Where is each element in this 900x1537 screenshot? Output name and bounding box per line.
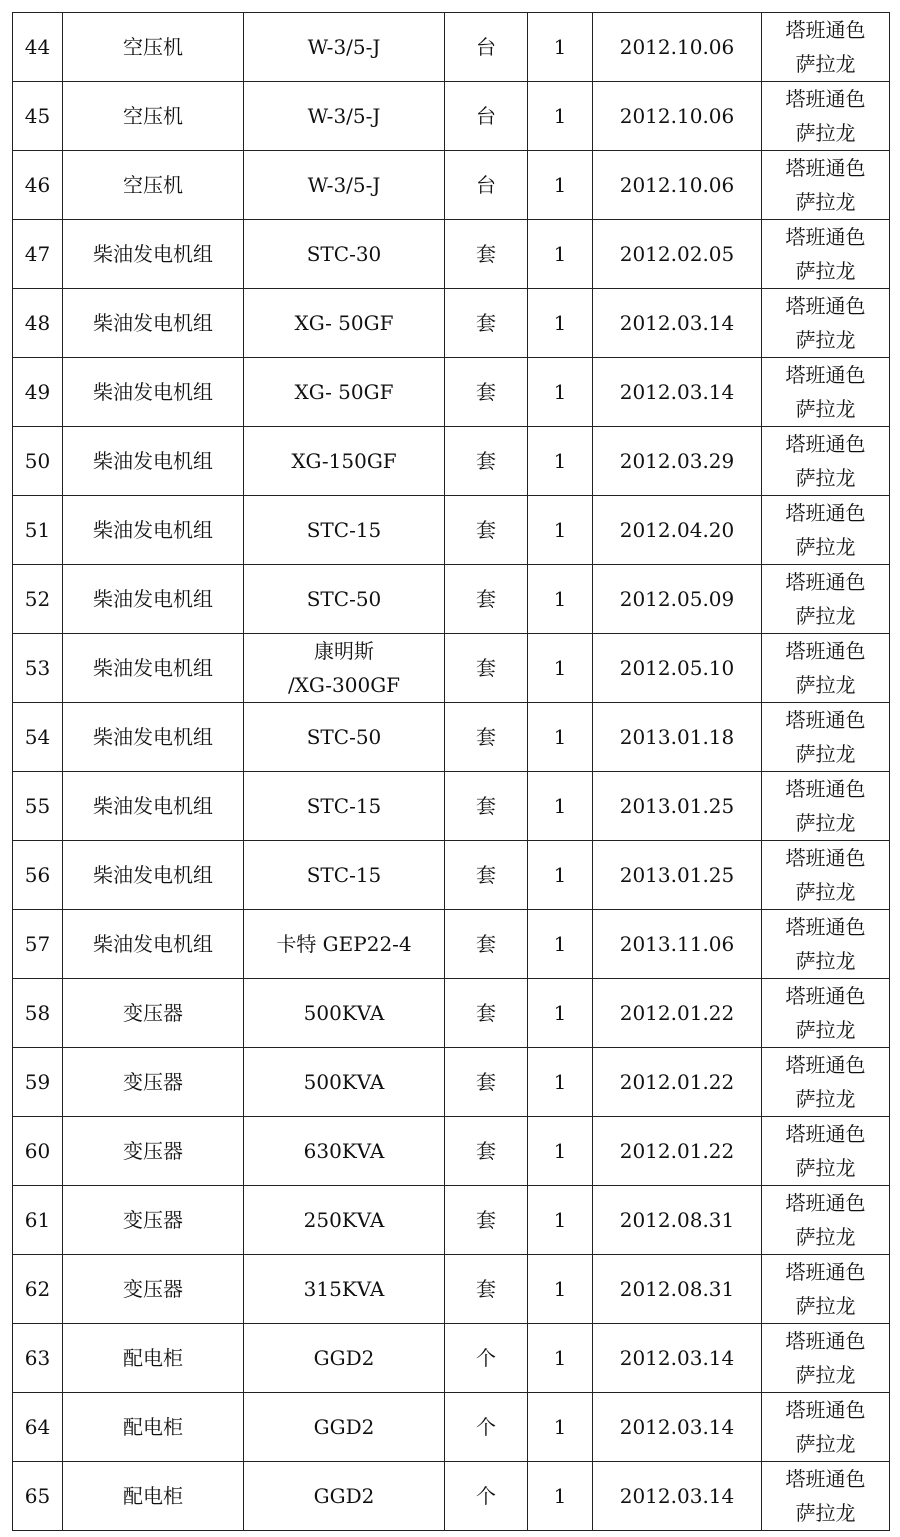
table-body xyxy=(13,13,890,1531)
table-row xyxy=(13,82,890,151)
location-line-2: 萨拉龙 xyxy=(795,1363,856,1387)
purchase-date: 2012.08.31 xyxy=(593,1255,762,1324)
location-line-2: 萨拉龙 xyxy=(795,397,856,421)
location-line-1: 塔班通色 xyxy=(785,87,866,111)
purchase-date: 2012.01.22 xyxy=(593,979,762,1048)
equipment-name: 变压器 xyxy=(63,1186,244,1255)
quantity: 1 xyxy=(528,151,593,220)
row-number: 55 xyxy=(13,772,63,841)
table-row xyxy=(13,220,890,289)
model-spec: XG- 50GF xyxy=(244,289,445,358)
model-spec: XG-150GF xyxy=(244,427,445,496)
location-line-1: 塔班通色 xyxy=(785,501,866,525)
equipment-name: 柴油发电机组 xyxy=(63,565,244,634)
equipment-name: 柴油发电机组 xyxy=(63,841,244,910)
table-row xyxy=(13,979,890,1048)
location xyxy=(762,1048,890,1117)
model-line-2: /XG-300GF xyxy=(287,673,401,697)
unit: 套 xyxy=(445,565,528,634)
unit: 台 xyxy=(445,151,528,220)
table-row xyxy=(13,772,890,841)
quantity: 1 xyxy=(528,703,593,772)
quantity: 1 xyxy=(528,1186,593,1255)
unit: 套 xyxy=(445,1255,528,1324)
location-line-2: 萨拉龙 xyxy=(795,1432,856,1456)
location-line-1: 塔班通色 xyxy=(785,846,866,870)
purchase-date: 2012.10.06 xyxy=(593,82,762,151)
row-number: 60 xyxy=(13,1117,63,1186)
location xyxy=(762,427,890,496)
location xyxy=(762,289,890,358)
row-number: 45 xyxy=(13,82,63,151)
location-line-1: 塔班通色 xyxy=(785,777,866,801)
table-row xyxy=(13,1255,890,1324)
equipment-name: 柴油发电机组 xyxy=(63,634,244,703)
location xyxy=(762,841,890,910)
equipment-table xyxy=(12,12,890,1531)
row-number: 44 xyxy=(13,13,63,82)
table-row xyxy=(13,1048,890,1117)
quantity: 1 xyxy=(528,82,593,151)
location-line-2: 萨拉龙 xyxy=(795,466,856,490)
location-line-1: 塔班通色 xyxy=(785,432,866,456)
row-number: 56 xyxy=(13,841,63,910)
location-line-1: 塔班通色 xyxy=(785,708,866,732)
row-number: 53 xyxy=(13,634,63,703)
quantity: 1 xyxy=(528,910,593,979)
quantity: 1 xyxy=(528,841,593,910)
location-line-2: 萨拉龙 xyxy=(795,880,856,904)
location xyxy=(762,634,890,703)
model-spec: GGD2 xyxy=(244,1324,445,1393)
location xyxy=(762,1324,890,1393)
model-spec: 500KVA xyxy=(244,1048,445,1117)
table-row xyxy=(13,1117,890,1186)
unit: 台 xyxy=(445,82,528,151)
location-line-1: 塔班通色 xyxy=(785,1260,866,1284)
equipment-name: 柴油发电机组 xyxy=(63,358,244,427)
equipment-name: 柴油发电机组 xyxy=(63,289,244,358)
location xyxy=(762,910,890,979)
quantity: 1 xyxy=(528,496,593,565)
purchase-date: 2012.04.20 xyxy=(593,496,762,565)
location-line-1: 塔班通色 xyxy=(785,1329,866,1353)
unit: 套 xyxy=(445,703,528,772)
purchase-date: 2013.01.25 xyxy=(593,772,762,841)
unit: 套 xyxy=(445,979,528,1048)
quantity: 1 xyxy=(528,1117,593,1186)
table-row xyxy=(13,1393,890,1462)
location-line-2: 萨拉龙 xyxy=(795,742,856,766)
quantity: 1 xyxy=(528,979,593,1048)
quantity: 1 xyxy=(528,1324,593,1393)
location xyxy=(762,1117,890,1186)
equipment-name: 空压机 xyxy=(63,151,244,220)
row-number: 65 xyxy=(13,1462,63,1531)
unit: 个 xyxy=(445,1462,528,1531)
location-line-2: 萨拉龙 xyxy=(795,121,856,145)
table-row xyxy=(13,703,890,772)
equipment-name: 变压器 xyxy=(63,1255,244,1324)
row-number: 46 xyxy=(13,151,63,220)
equipment-name: 配电柜 xyxy=(63,1462,244,1531)
equipment-name: 柴油发电机组 xyxy=(63,496,244,565)
row-number: 51 xyxy=(13,496,63,565)
model-spec: 630KVA xyxy=(244,1117,445,1186)
equipment-name: 柴油发电机组 xyxy=(63,772,244,841)
location xyxy=(762,1186,890,1255)
quantity: 1 xyxy=(528,358,593,427)
model-spec: XG- 50GF xyxy=(244,358,445,427)
model-spec: W-3/5-J xyxy=(244,82,445,151)
table-row xyxy=(13,1462,890,1531)
purchase-date: 2012.03.29 xyxy=(593,427,762,496)
quantity: 1 xyxy=(528,220,593,289)
location xyxy=(762,220,890,289)
location-line-2: 萨拉龙 xyxy=(795,52,856,76)
quantity: 1 xyxy=(528,1048,593,1117)
location-line-2: 萨拉龙 xyxy=(795,811,856,835)
quantity: 1 xyxy=(528,772,593,841)
equipment-name: 变压器 xyxy=(63,1117,244,1186)
equipment-name: 柴油发电机组 xyxy=(63,427,244,496)
location-line-2: 萨拉龙 xyxy=(795,949,856,973)
row-number: 47 xyxy=(13,220,63,289)
location-line-1: 塔班通色 xyxy=(785,1122,866,1146)
location-line-2: 萨拉龙 xyxy=(795,190,856,214)
location xyxy=(762,1255,890,1324)
location-line-1: 塔班通色 xyxy=(785,18,866,42)
location-line-1: 塔班通色 xyxy=(785,363,866,387)
unit: 套 xyxy=(445,358,528,427)
unit: 套 xyxy=(445,1186,528,1255)
equipment-name: 配电柜 xyxy=(63,1324,244,1393)
location-line-1: 塔班通色 xyxy=(785,570,866,594)
quantity: 1 xyxy=(528,634,593,703)
quantity: 1 xyxy=(528,1393,593,1462)
unit: 套 xyxy=(445,634,528,703)
location xyxy=(762,13,890,82)
model-spec: STC-30 xyxy=(244,220,445,289)
location xyxy=(762,1462,890,1531)
unit: 套 xyxy=(445,841,528,910)
unit: 个 xyxy=(445,1393,528,1462)
unit: 套 xyxy=(445,220,528,289)
table-row xyxy=(13,496,890,565)
location xyxy=(762,151,890,220)
model-spec: GGD2 xyxy=(244,1462,445,1531)
equipment-name: 变压器 xyxy=(63,979,244,1048)
unit: 套 xyxy=(445,772,528,841)
purchase-date: 2013.11.06 xyxy=(593,910,762,979)
model-spec xyxy=(244,634,445,703)
purchase-date: 2013.01.25 xyxy=(593,841,762,910)
model-spec: STC-50 xyxy=(244,565,445,634)
location-line-1: 塔班通色 xyxy=(785,225,866,249)
model-spec: W-3/5-J xyxy=(244,151,445,220)
purchase-date: 2012.03.14 xyxy=(593,289,762,358)
equipment-name: 空压机 xyxy=(63,13,244,82)
location-line-1: 塔班通色 xyxy=(785,294,866,318)
row-number: 52 xyxy=(13,565,63,634)
unit: 套 xyxy=(445,910,528,979)
equipment-name: 空压机 xyxy=(63,82,244,151)
unit: 套 xyxy=(445,496,528,565)
model-spec: 250KVA xyxy=(244,1186,445,1255)
purchase-date: 2012.02.05 xyxy=(593,220,762,289)
quantity: 1 xyxy=(528,13,593,82)
row-number: 54 xyxy=(13,703,63,772)
location-line-1: 塔班通色 xyxy=(785,639,866,663)
location-line-2: 萨拉龙 xyxy=(795,1501,856,1525)
location-line-2: 萨拉龙 xyxy=(795,604,856,628)
purchase-date: 2012.03.14 xyxy=(593,1393,762,1462)
location xyxy=(762,979,890,1048)
unit: 套 xyxy=(445,1048,528,1117)
model-spec: 500KVA xyxy=(244,979,445,1048)
table-row xyxy=(13,1324,890,1393)
unit: 套 xyxy=(445,289,528,358)
quantity: 1 xyxy=(528,1462,593,1531)
location-line-2: 萨拉龙 xyxy=(795,1294,856,1318)
purchase-date: 2012.03.14 xyxy=(593,1324,762,1393)
purchase-date: 2012.08.31 xyxy=(593,1186,762,1255)
purchase-date: 2012.10.06 xyxy=(593,13,762,82)
table-row xyxy=(13,358,890,427)
purchase-date: 2012.01.22 xyxy=(593,1048,762,1117)
row-number: 63 xyxy=(13,1324,63,1393)
location-line-2: 萨拉龙 xyxy=(795,1225,856,1249)
row-number: 62 xyxy=(13,1255,63,1324)
unit: 台 xyxy=(445,13,528,82)
model-spec: STC-15 xyxy=(244,772,445,841)
location-line-1: 塔班通色 xyxy=(785,1191,866,1215)
equipment-name: 柴油发电机组 xyxy=(63,910,244,979)
location-line-2: 萨拉龙 xyxy=(795,535,856,559)
model-spec: STC-50 xyxy=(244,703,445,772)
table-row xyxy=(13,634,890,703)
quantity: 1 xyxy=(528,1255,593,1324)
row-number: 58 xyxy=(13,979,63,1048)
location xyxy=(762,703,890,772)
purchase-date: 2013.01.18 xyxy=(593,703,762,772)
location xyxy=(762,1393,890,1462)
location-line-2: 萨拉龙 xyxy=(795,1018,856,1042)
location xyxy=(762,772,890,841)
quantity: 1 xyxy=(528,289,593,358)
table-row xyxy=(13,427,890,496)
table-row xyxy=(13,910,890,979)
model-spec: STC-15 xyxy=(244,841,445,910)
table-row xyxy=(13,13,890,82)
row-number: 48 xyxy=(13,289,63,358)
row-number: 49 xyxy=(13,358,63,427)
location-line-2: 萨拉龙 xyxy=(795,673,856,697)
purchase-date: 2012.03.14 xyxy=(593,1462,762,1531)
row-number: 64 xyxy=(13,1393,63,1462)
purchase-date: 2012.10.06 xyxy=(593,151,762,220)
location-line-2: 萨拉龙 xyxy=(795,259,856,283)
quantity: 1 xyxy=(528,565,593,634)
location xyxy=(762,82,890,151)
location-line-1: 塔班通色 xyxy=(785,1398,866,1422)
equipment-name: 柴油发电机组 xyxy=(63,703,244,772)
location-line-2: 萨拉龙 xyxy=(795,328,856,352)
location-line-2: 萨拉龙 xyxy=(795,1156,856,1180)
location-line-1: 塔班通色 xyxy=(785,984,866,1008)
quantity: 1 xyxy=(528,427,593,496)
purchase-date: 2012.05.09 xyxy=(593,565,762,634)
document-page xyxy=(12,12,890,1531)
row-number: 59 xyxy=(13,1048,63,1117)
location xyxy=(762,565,890,634)
table-row xyxy=(13,841,890,910)
model-spec: 卡特 GEP22-4 xyxy=(244,910,445,979)
row-number: 57 xyxy=(13,910,63,979)
model-spec: W-3/5-J xyxy=(244,13,445,82)
table-row xyxy=(13,289,890,358)
table-row xyxy=(13,565,890,634)
equipment-name: 柴油发电机组 xyxy=(63,220,244,289)
model-spec: GGD2 xyxy=(244,1393,445,1462)
location-line-1: 塔班通色 xyxy=(785,1053,866,1077)
location-line-1: 塔班通色 xyxy=(785,156,866,180)
model-spec: STC-15 xyxy=(244,496,445,565)
model-spec: 315KVA xyxy=(244,1255,445,1324)
equipment-name: 配电柜 xyxy=(63,1393,244,1462)
unit: 个 xyxy=(445,1324,528,1393)
model-line-1: 康明斯 xyxy=(314,639,374,663)
location-line-1: 塔班通色 xyxy=(785,1467,866,1491)
purchase-date: 2012.03.14 xyxy=(593,358,762,427)
unit: 套 xyxy=(445,427,528,496)
location xyxy=(762,358,890,427)
purchase-date: 2012.05.10 xyxy=(593,634,762,703)
row-number: 61 xyxy=(13,1186,63,1255)
location-line-2: 萨拉龙 xyxy=(795,1087,856,1111)
unit: 套 xyxy=(445,1117,528,1186)
location-line-1: 塔班通色 xyxy=(785,915,866,939)
equipment-name: 变压器 xyxy=(63,1048,244,1117)
table-row xyxy=(13,1186,890,1255)
table-row xyxy=(13,151,890,220)
location xyxy=(762,496,890,565)
row-number: 50 xyxy=(13,427,63,496)
purchase-date: 2012.01.22 xyxy=(593,1117,762,1186)
